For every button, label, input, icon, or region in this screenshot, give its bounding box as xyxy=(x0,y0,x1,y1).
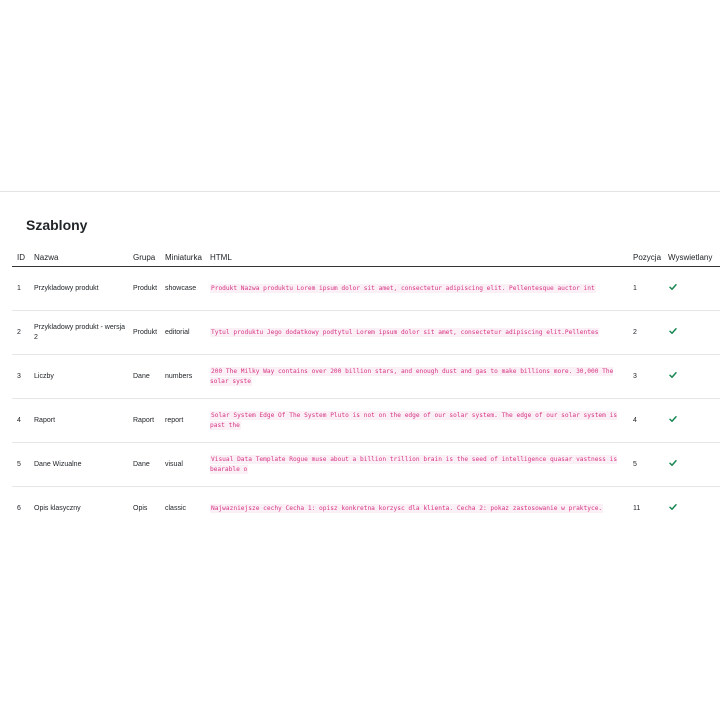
cell-thumbnail: editorial xyxy=(160,311,205,355)
table-header-row xyxy=(12,249,720,267)
templates-table xyxy=(12,249,720,530)
check-icon xyxy=(669,371,677,379)
column-header-position[interactable]: Pozycja xyxy=(628,249,663,267)
cell-name: Dane Wizualne xyxy=(29,443,128,487)
table-row[interactable] xyxy=(12,267,720,311)
cell-html xyxy=(205,355,628,399)
cell-position: 3 xyxy=(628,355,663,399)
cell-visible xyxy=(663,487,720,531)
cell-visible xyxy=(663,399,720,443)
table-row[interactable] xyxy=(12,487,720,531)
html-snippet: Visual Data Template Rogue muse about a billion trillion brain is the seed of intelligence quasar vastness is bearable o xyxy=(210,455,618,473)
check-icon xyxy=(669,283,677,291)
cell-group: Dane xyxy=(128,355,160,399)
cell-id: 1 xyxy=(12,267,29,311)
cell-id: 6 xyxy=(17,504,21,512)
cell-group: Opis xyxy=(133,504,148,512)
html-snippet: Tytul produktu Jego dodatkowy podtytul Lorem ipsum dolor sit amet, consectetur adipiscing elit.Pellentes xyxy=(211,328,599,336)
cell-id: 5 xyxy=(12,443,29,487)
cell-html xyxy=(205,443,628,487)
column-header-group[interactable]: Grupa xyxy=(128,249,160,267)
top-divider xyxy=(0,191,720,192)
column-header-visible[interactable]: Wyswietlany xyxy=(663,249,720,267)
cell-name: Raport xyxy=(29,399,128,443)
cell-group: Produkt xyxy=(128,267,160,311)
cell-position: 5 xyxy=(628,443,663,487)
check-icon xyxy=(669,327,677,335)
cell-position: 2 xyxy=(628,311,663,355)
cell-group: Raport xyxy=(128,399,160,443)
html-snippet: Najwazniejsze cechy Cecha 1: opisz konkretna korzysc dla klienta. Cecha 2: pokaz zastosowanie w praktyce. xyxy=(211,504,603,512)
cell-html xyxy=(205,311,628,355)
column-header-id[interactable]: ID xyxy=(12,249,29,267)
column-header-thumbnail[interactable]: Miniaturka xyxy=(160,249,205,267)
cell-thumbnail: showcase xyxy=(160,267,205,311)
cell-position: 1 xyxy=(628,267,663,311)
cell-name: Przykladowy produkt - wersja 2 xyxy=(29,311,128,355)
column-header-name[interactable]: Nazwa xyxy=(29,249,128,267)
cell-thumbnail: numbers xyxy=(160,355,205,399)
cell-group: Dane xyxy=(128,443,160,487)
html-snippet: Produkt Nazwa produktu Lorem ipsum dolor sit amet, consectetur adipiscing elit. Pellentesque auctor int xyxy=(211,284,595,292)
cell-id: 3 xyxy=(12,355,29,399)
html-snippet: 200 The Milky Way contains over 200 billion stars, and enough dust and gas to make billions more. 30,000 The solar syste xyxy=(210,367,614,385)
cell-html xyxy=(205,267,628,311)
html-snippet: Solar System Edge Of The System Pluto is not on the edge of our solar system. The edge of our solar system is past the xyxy=(210,411,618,429)
table-row[interactable] xyxy=(12,355,720,399)
cell-visible xyxy=(663,355,720,399)
cell-position: 4 xyxy=(628,399,663,443)
cell-thumbnail: visual xyxy=(160,443,205,487)
check-icon xyxy=(669,459,677,467)
column-header-html[interactable]: HTML xyxy=(205,249,628,267)
cell-position: 11 xyxy=(633,504,641,512)
check-icon xyxy=(669,415,677,423)
cell-id: 2 xyxy=(12,311,29,355)
cell-visible xyxy=(663,311,720,355)
cell-visible xyxy=(663,267,720,311)
cell-group: Produkt xyxy=(128,311,160,355)
cell-name: Przykladowy produkt xyxy=(29,267,128,311)
cell-html xyxy=(205,399,628,443)
cell-name: Opis klasyczny xyxy=(34,504,81,512)
table-row[interactable] xyxy=(12,443,720,487)
table-row[interactable] xyxy=(12,399,720,443)
cell-visible xyxy=(663,443,720,487)
cell-html xyxy=(205,487,628,531)
cell-id: 4 xyxy=(12,399,29,443)
table-row[interactable] xyxy=(12,311,720,355)
cell-thumbnail: classic xyxy=(165,504,187,512)
cell-name: Liczby xyxy=(29,355,128,399)
check-icon xyxy=(669,503,677,511)
cell-thumbnail: report xyxy=(160,399,205,443)
page-title: Szablony xyxy=(26,217,88,233)
